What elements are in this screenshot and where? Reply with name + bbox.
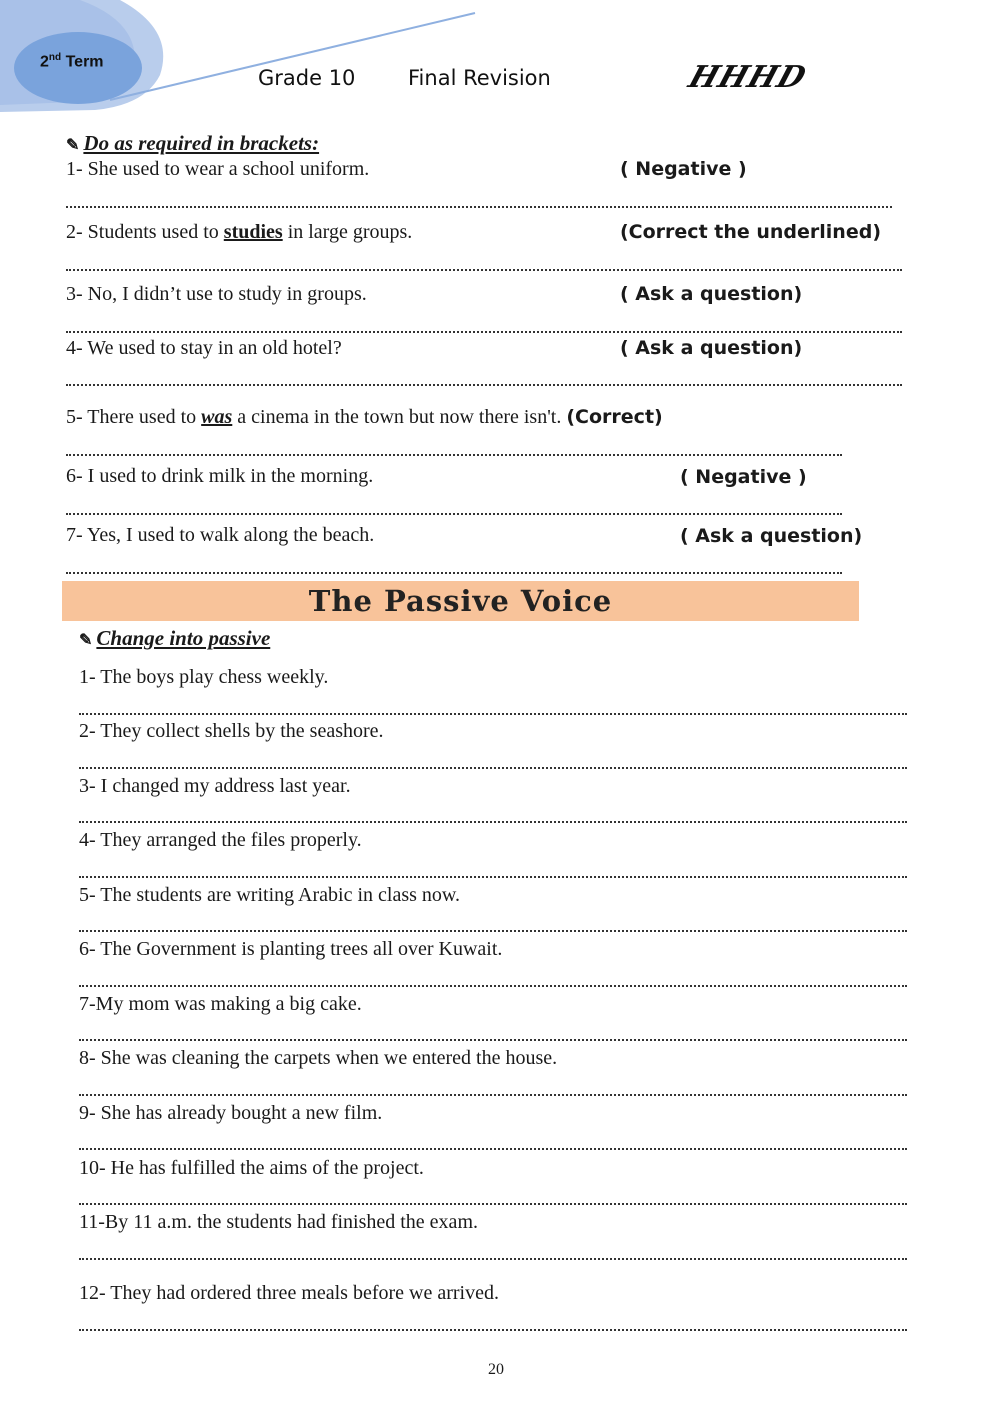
term-suffix: nd — [48, 52, 62, 63]
page-number: 20 — [488, 1361, 504, 1378]
term-word: Term — [65, 53, 104, 71]
answer-line[interactable] — [79, 868, 907, 878]
exercise-sentence: 1- She used to wear a school uniform. — [66, 158, 370, 180]
section2-title — [79, 626, 270, 651]
answer-line[interactable] — [66, 376, 902, 386]
passive-item-3: 3- I changed my address last year. — [79, 775, 351, 797]
passive-item-4: 4- They arranged the files properly. — [79, 829, 362, 851]
section1-title-text: Do as required in brackets: — [83, 131, 320, 155]
answer-line[interactable] — [66, 564, 842, 574]
exercise-item-7 — [66, 524, 374, 547]
answer-line[interactable] — [66, 446, 842, 456]
underlined-word: was — [201, 406, 233, 428]
exercise-instruction: ( Ask a question) — [620, 337, 803, 359]
answer-line[interactable] — [66, 198, 892, 208]
exercise-item-4 — [66, 337, 342, 360]
exercise-sentence-start: 2- Students used to — [66, 221, 224, 243]
exercise-instruction: ( Ask a question) — [680, 525, 863, 547]
exercise-item-1 — [66, 158, 369, 181]
exercise-sentence: 6- I used to drink milk in the morning. — [66, 465, 374, 487]
banner-title: The Passive Voice — [308, 584, 613, 618]
term-badge — [40, 52, 104, 71]
author-signature: HHHD — [684, 60, 811, 95]
answer-line[interactable] — [79, 759, 907, 769]
exercise-instruction: ( Negative ) — [680, 466, 807, 488]
answer-line[interactable] — [79, 813, 907, 823]
exercise-sentence: 4- We used to stay in an old hotel? — [66, 337, 342, 359]
passive-item-5: 5- The students are writing Arabic in class now. — [79, 884, 461, 906]
passive-item-10: 10- He has fulfilled the aims of the project. — [79, 1157, 424, 1179]
passive-item-9: 9- She has already bought a new film. — [79, 1102, 383, 1124]
underlined-word: studies — [223, 221, 283, 243]
passive-item-2: 2- They collect shells by the seashore. — [79, 720, 384, 742]
exercise-instruction: (Correct the underlined) — [620, 221, 882, 243]
passive-item-11: 11-By 11 a.m. the students had finished the exam. — [79, 1211, 478, 1233]
answer-line[interactable] — [66, 323, 902, 333]
passive-item-7: 7-My mom was making a big cake. — [79, 993, 362, 1015]
answer-line[interactable] — [79, 977, 907, 987]
header-swoosh-graphic — [0, 0, 992, 120]
exercise-item-2 — [66, 221, 412, 244]
answer-line[interactable] — [79, 922, 907, 932]
passive-item-1: 1- The boys play chess weekly. — [79, 666, 329, 688]
exercise-sentence-end: a cinema in the town but now there isn't. — [232, 406, 562, 428]
exercise-sentence: 3- No, I didn’t use to study in groups. — [66, 283, 367, 305]
term-number: 2 — [40, 53, 49, 71]
exercise-instruction: ( Negative ) — [620, 158, 747, 180]
answer-line[interactable] — [79, 1321, 907, 1331]
pencil-icon: ✎ — [79, 632, 93, 649]
passive-item-12: 12- They had ordered three meals before we arrived. — [79, 1282, 499, 1304]
answer-line[interactable] — [66, 505, 842, 515]
exercise-instruction: (Correct) — [566, 406, 663, 428]
section1-title — [66, 131, 319, 156]
pencil-icon: ✎ — [66, 137, 80, 154]
passive-item-6: 6- The Government is planting trees all over Kuwait. — [79, 938, 503, 960]
exercise-item-6 — [66, 465, 373, 488]
answer-line[interactable] — [79, 1195, 907, 1205]
answer-line[interactable] — [79, 705, 907, 715]
answer-line[interactable] — [66, 261, 902, 271]
exercise-instruction: ( Ask a question) — [620, 283, 803, 305]
passive-item-8: 8- She was cleaning the carpets when we entered the house. — [79, 1047, 558, 1069]
exercise-sentence-start: 5- There used to — [66, 406, 202, 428]
page-title: Final Revision — [408, 66, 551, 90]
exercise-sentence-end: in large groups. — [282, 221, 413, 243]
answer-line[interactable] — [79, 1140, 907, 1150]
section2-title-text: Change into passive — [96, 626, 271, 650]
exercise-item-3 — [66, 283, 367, 306]
answer-line[interactable] — [79, 1250, 907, 1260]
exercise-item-5 — [66, 406, 663, 429]
grade-label: Grade 10 — [258, 66, 356, 90]
answer-line[interactable] — [79, 1031, 907, 1041]
answer-line[interactable] — [79, 1086, 907, 1096]
section-banner — [62, 581, 859, 621]
exercise-sentence: 7- Yes, I used to walk along the beach. — [66, 524, 375, 546]
